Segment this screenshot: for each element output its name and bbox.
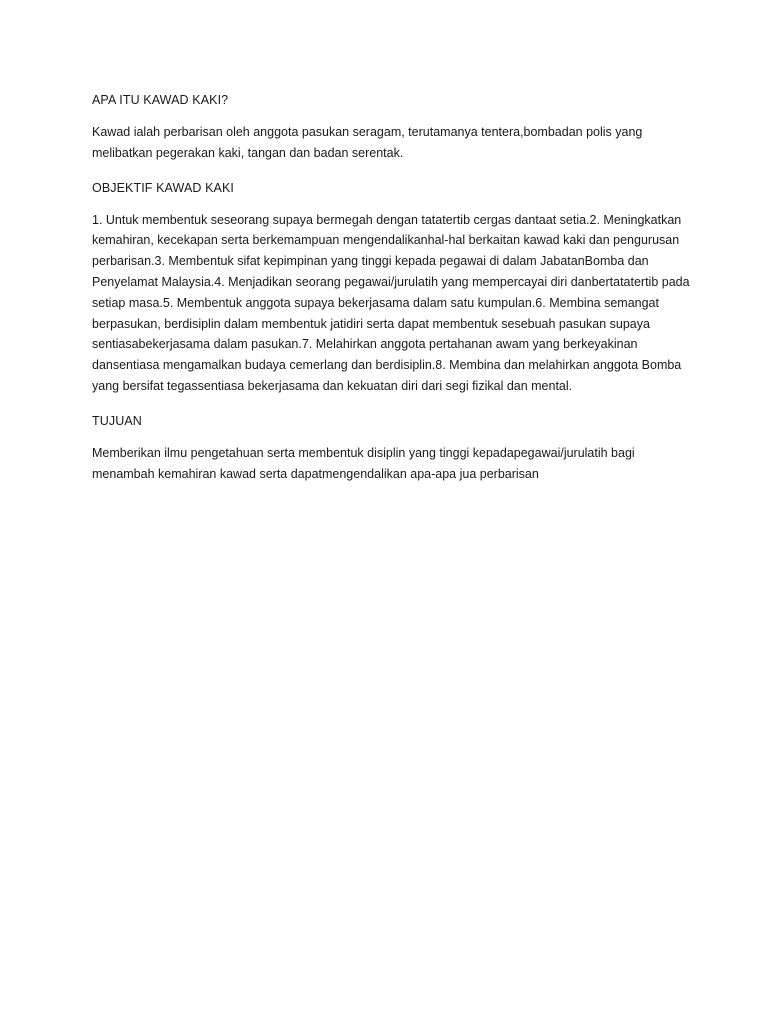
paragraph-purpose: Memberikan ilmu pengetahuan serta membentuk disiplin yang tinggi kepadapegawai/jurulatih bagi menambah kemahiran kawad serta dapatmengendalikan apa-apa jua perbarisan bbox=[92, 445, 635, 481]
heading-apa-itu-kawad-kaki: APA ITU KAWAD KAKI? bbox=[92, 93, 229, 107]
paragraph-objectives: 1. Untuk membentuk seseorang supaya bermegah dengan tatatertib cergas dantaat setia.2. Meningkatkan kemahiran, kecekapan serta berkemampuan mengendalikanhal-hal berkaitan kawad kaki dan pengurusan perbarisan.3. Membentuk sifat kepimpinan yang tinggi kepada pegawai di dalam JabatanBomba dan Penyelamat Malaysia.4. Menjadikan seorang pegawai/jurulatih yang mempercayai diri danbertatatertib pada setiap masa.5. Membentuk anggota supaya bekerjasama dalam satu kumpulan.6. Membina semangat berpasukan, berdisiplin dalam membentuk jatidiri serta dapat membentuk sesebuah pasukan supaya sentiasabekerjasama dalam pasukan.7. Melahirkan anggota pertahanan awam yang berkeyakinan dansentiasa mengamalkan budaya cemerlang dan berdisiplin.8. Membina dan melahirkan anggota Bomba yang bersifat tegassentiasa bekerjasama dan kekuatan diri dari segi fizikal dan mental. bbox=[92, 212, 690, 393]
document-body bbox=[92, 90, 692, 498]
heading-tujuan: TUJUAN bbox=[92, 413, 142, 428]
heading-objektif-kawad-kaki: OBJEKTIF KAWAD KAKI bbox=[92, 180, 234, 195]
paragraph-definition: Kawad ialah perbarisan oleh anggota pasukan seragam, terutamanya tentera,bombadan polis yang melibatkan pegerakan kaki, tangan dan badan serentak. bbox=[92, 125, 643, 160]
